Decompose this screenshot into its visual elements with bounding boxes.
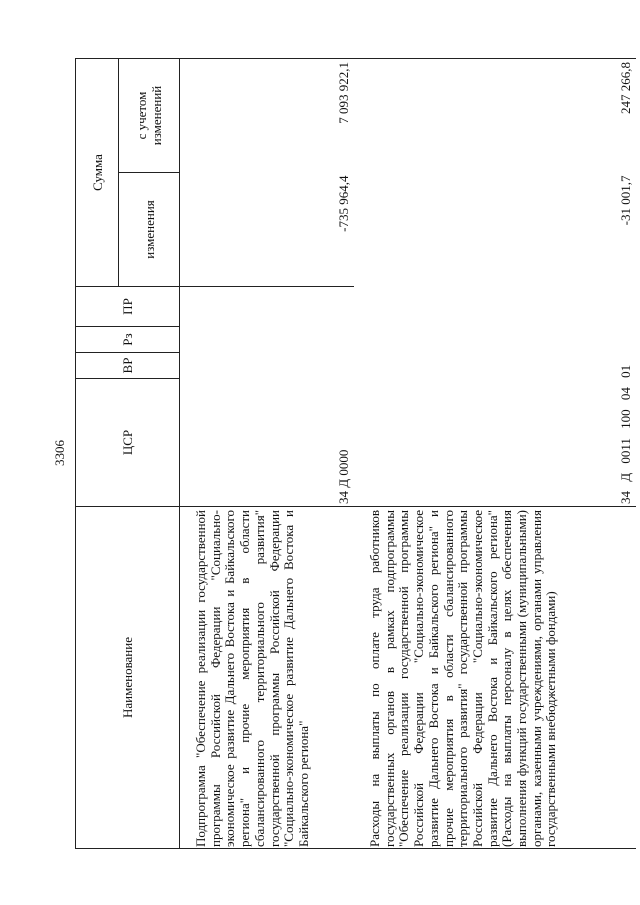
table-row [354,59,636,849]
page-number: 3306 [52,440,67,466]
budget-table-rotated [75,59,634,849]
row-code: 34 Д 0000 [180,287,355,507]
table-header-row-top [76,59,119,849]
header-izmeneniya: изменения [119,173,180,287]
row-code: 34 Д 0011 100 04 01 [354,287,636,507]
header-vr: ВР [76,353,180,379]
header-name: Наименование [76,507,180,849]
row-izmeneniya: -735 964,4 [180,173,355,287]
header-csr: ЦСР [76,379,180,507]
header-pr: ПР [76,287,180,327]
header-rz: Рз [76,327,180,353]
header-s-uchetom: с учетом изменений [119,59,180,173]
row-s-uchetom: 247 266,8 [354,59,636,173]
header-summa: Сумма [76,59,119,287]
budget-table [75,58,636,849]
row-s-uchetom: 7 093 922,1 [180,59,355,173]
row-name: Подпрограмма "Обеспечение реализации государственной программы Российской Федерации "Социально-экономическое развитие Дальнего Востока и Байкальского региона" и прочие мероприятия в области сбалансированного территориального развития" государственной программы Российской Федерации "Социально-экономическое развитие Дальнего Востока и Байкальского региона" [180,507,355,849]
row-izmeneniya: -31 001,7 [618,175,634,226]
row-name: Расходы на выплаты по оплате труда работников государственных органов в рамках подпрограммы "Обеспечение реализации государственной программы Российской Федерации "Социально-экономическое развитие Дальнего Востока и Байкальского региона" и прочие мероприятия в области сбалансированного территориального развития" государственной программы Российской Федерации "Социально-экономическое развитие Дальнего Востока и Байкальского региона" (Расходы на выплаты персоналу в целях обеспечения выполнения функций государственными (муниципальными) органами, казенными учреждениями, органами управления государственными внебюджетными фондами) [354,507,636,849]
table-row [180,59,355,849]
